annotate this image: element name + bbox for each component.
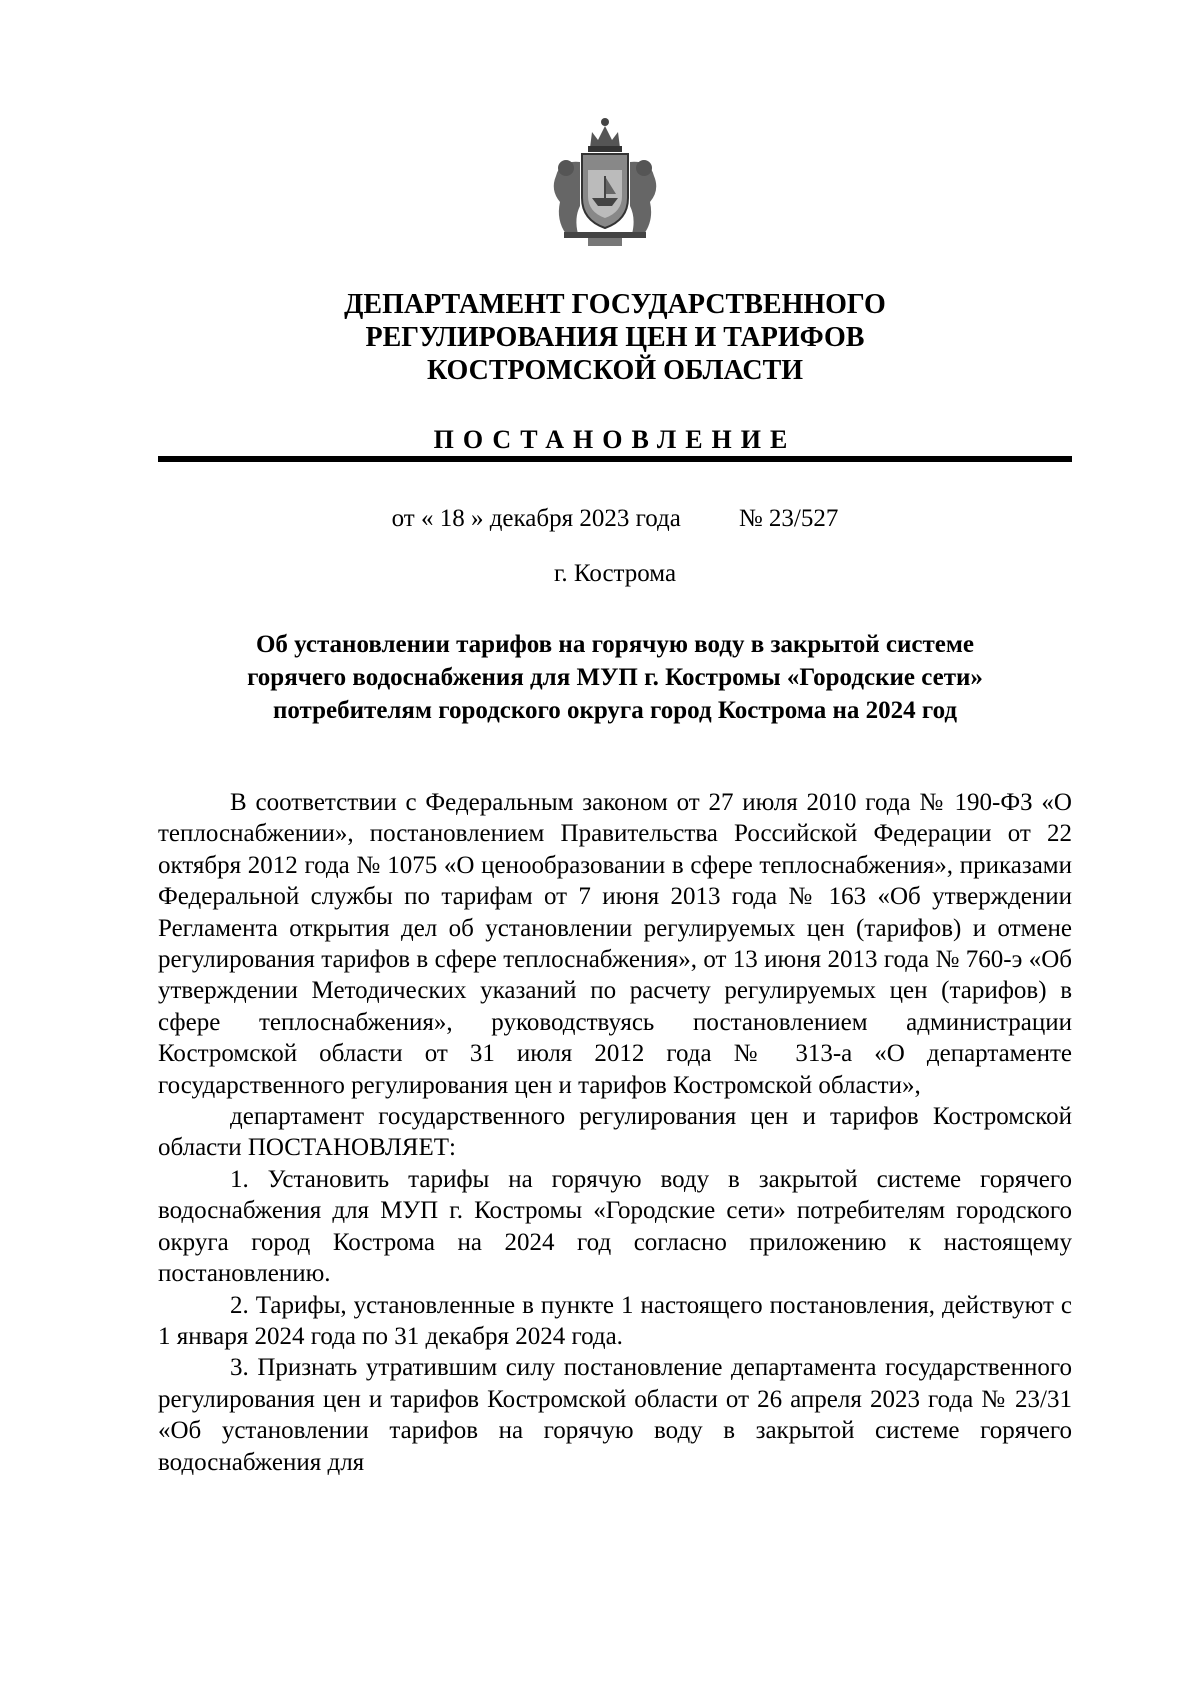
- document-number: № 23/527: [738, 505, 839, 532]
- document-body: [158, 787, 1072, 1478]
- header-divider: [158, 456, 1072, 462]
- department-line: РЕГУЛИРОВАНИЯ ЦЕН И ТАРИФОВ: [365, 322, 865, 353]
- document-date: от « 18 » декабря 2023 года: [391, 505, 681, 532]
- body-paragraph: департамент государственного регулирования цен и тарифов Костромской области ПОСТАНОВЛЯЕТ:: [158, 1103, 1072, 1162]
- title-line: Об установлении тарифов на горячую воду в закрытой системе: [255, 631, 975, 658]
- body-paragraph: 3. Признать утратившим силу постановление департамента государственного регулирования цен и тарифов Костромской области от 26 апреля 2023 года № 23/31 «Об установлении тарифов на горячую воду в закрытой системе горячего водоснабжения для: [158, 1354, 1072, 1476]
- body-paragraph: 1. Установить тарифы на горячую воду в закрытой системе горячего водоснабжения для МУП г. Костромы «Городские сети» потребителям городского округа город Кострома на 2024 год согласно приложению к настоящему постановлению.: [158, 1165, 1072, 1288]
- document-type: ПОСТАНОВЛЕНИЕ: [433, 425, 797, 454]
- document-title: [160, 628, 1070, 727]
- department-name: [160, 288, 1070, 387]
- title-line: потребителям городского округа город Кострома на 2024 год: [272, 697, 958, 724]
- title-line: горячего водоснабжения для МУП г. Костромы «Городские сети»: [247, 664, 983, 691]
- document-city: г. Кострома: [553, 560, 677, 587]
- body-paragraph: 2. Тарифы, установленные в пункте 1 настоящего постановления, действуют с 1 января 2024 года по 31 декабря 2024 года.: [158, 1291, 1072, 1350]
- department-line: КОСТРОМСКОЙ ОБЛАСТИ: [426, 355, 804, 386]
- date-number-line: [160, 505, 1070, 533]
- department-line: ДЕПАРТАМЕНТ ГОСУДАРСТВЕННОГО: [344, 289, 886, 320]
- body-paragraph: В соответствии с Федеральным законом от 27 июля 2010 года № 190-ФЗ «О теплоснабжении», постановлением Правительства Российской Федерации от 22 октября 2012 года № 1075 «О ценообразовании в сфере теплоснабжения», приказами Федеральной службы по тарифам от 7 июня 2013 года № 163 «Об утверждении Регламента открытия дел об установлении регулируемых цен (тарифов) и отмене регулирования тарифов в сфере теплоснабжения», от 13 июня 2013 года № 760-э «Об утверждении Методических указаний по расчету регулируемых цен (тарифов) в сфере теплоснабжения», руководствуясь постановлением администрации Костромской области от 31 июля 2012 года № 313-а «О департаменте государственного регулирования цен и тарифов Костромской области»,: [158, 789, 1072, 1099]
- kostroma-coat-of-arms-icon: [530, 110, 680, 260]
